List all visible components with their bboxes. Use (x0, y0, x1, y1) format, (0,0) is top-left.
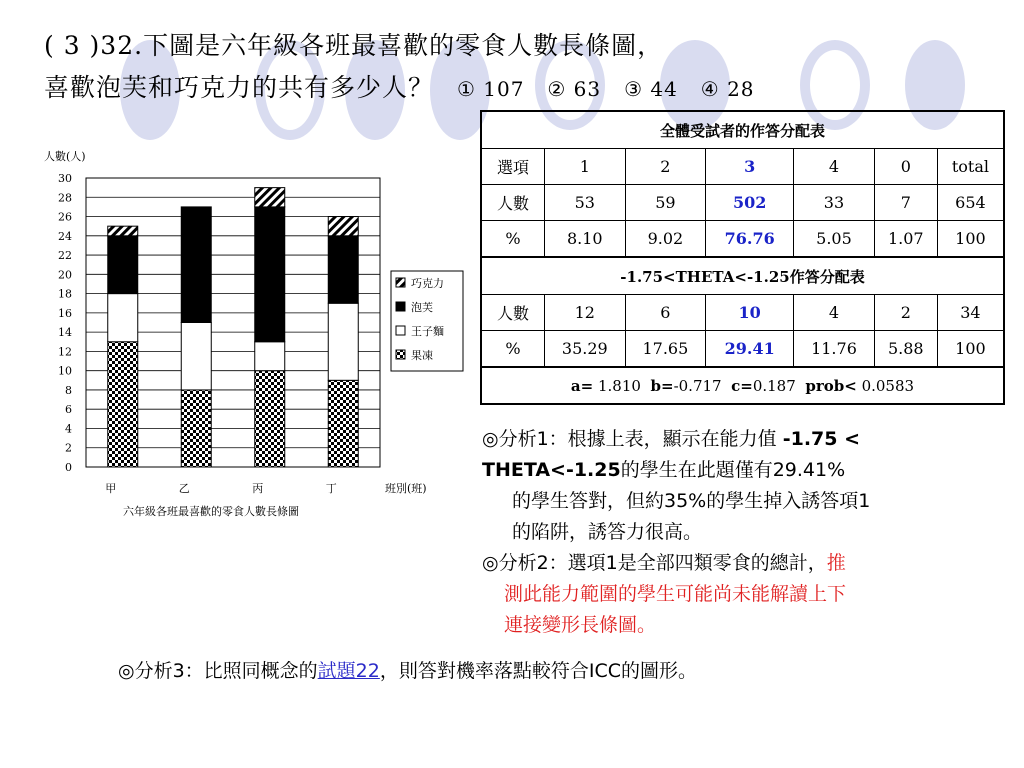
bar-segment (181, 323, 211, 390)
legend-label: 王子麵 (411, 325, 444, 338)
count-cell: 33 (794, 185, 875, 221)
percent-cell: 1.07 (874, 221, 937, 258)
option-3: ③ 44 (624, 77, 678, 101)
percent-cell: 100 (937, 331, 1004, 368)
y-tick-label: 14 (58, 326, 72, 340)
y-tick-label: 8 (65, 383, 72, 397)
x-tick-label: 乙 (178, 482, 190, 495)
table-row (481, 149, 1004, 185)
bar-segment (181, 207, 211, 323)
option-cell: 2 (625, 149, 706, 185)
x-axis-label: 班別(班) (385, 482, 427, 495)
count-cell: 654 (937, 185, 1004, 221)
question-line-1 (44, 26, 663, 62)
percent-cell: 5.05 (794, 221, 875, 258)
count-header: 人數 (481, 185, 545, 221)
question-line-2 (44, 68, 755, 104)
table-row (481, 295, 1004, 331)
y-tick-label: 6 (65, 403, 72, 417)
percent-cell: 11.76 (794, 331, 875, 368)
count-header: 人數 (481, 295, 545, 331)
table2-title: -1.75<THETA<-1.25作答分配表 (481, 257, 1004, 295)
bar-segment (255, 188, 285, 207)
legend-label: 巧克力 (411, 277, 444, 290)
irt-parameters: a= 1.810 b=-0.717 c=0.187 prob< 0.0583 (481, 367, 1004, 404)
y-tick-label: 28 (58, 191, 72, 205)
y-tick-label: 30 (58, 172, 72, 185)
bar-segment (328, 380, 358, 467)
legend-label: 泡芙 (411, 301, 433, 314)
chart-title: 六年級各班最喜歡的零食人數長條圖 (123, 505, 299, 518)
count-cell: 59 (625, 185, 706, 221)
percent-header: % (481, 331, 545, 368)
item-22-link[interactable]: 試題22 (317, 660, 380, 682)
y-tick-label: 26 (58, 210, 72, 224)
theta-range: -1.75 < THETA<-1.25 (482, 428, 861, 481)
legend-swatch (396, 326, 405, 335)
count-cell-correct: 502 (706, 185, 794, 221)
option-2: ② 63 (547, 77, 602, 101)
x-tick-label: 甲 (105, 482, 117, 495)
legend-swatch (396, 302, 405, 311)
overall-distribution-table (480, 110, 1005, 405)
tables-container (480, 110, 1005, 405)
count-cell: 4 (794, 295, 875, 331)
table-row (481, 221, 1004, 258)
y-tick-label: 18 (58, 287, 72, 301)
bar-segment (328, 236, 358, 303)
percent-cell: 8.10 (545, 221, 626, 258)
option-4: ④ 28 (700, 77, 755, 101)
y-tick-label: 22 (58, 249, 72, 263)
percent-cell: 100 (937, 221, 1004, 258)
percent-cell-correct: 29.41 (706, 331, 794, 368)
count-cell: 7 (874, 185, 937, 221)
count-cell-correct: 10 (706, 295, 794, 331)
table1-title: 全體受試者的作答分配表 (481, 111, 1004, 149)
percent-cell: 9.02 (625, 221, 706, 258)
percent-header: % (481, 221, 545, 258)
option-cell: 1 (545, 149, 626, 185)
question-text-2: 喜歡泡芙和巧克力的共有多少人？ (44, 73, 435, 102)
option-cell-correct: 3 (706, 149, 794, 185)
option-cell: 4 (794, 149, 875, 185)
x-tick-label: 丁 (325, 482, 337, 495)
question-text-1: 下圖是六年級各班最喜歡的零食人數長條圖， (143, 31, 664, 60)
bar-segment (181, 390, 211, 467)
option-cell: 0 (874, 149, 937, 185)
question-prefix: ( 3 )32. (44, 31, 144, 60)
y-tick-label: 4 (65, 422, 72, 436)
option-header: 選項 (481, 149, 545, 185)
analysis-1: ◎分析1：根據上表，顯示在能力值 -1.75 < THETA<-1.25的學生在此題僅有29.41% 的學生答對，但約35%的學生掉入誘答項1 的陷阱，誘答力很高。 (482, 428, 871, 543)
bar-segment (255, 342, 285, 371)
y-tick-label: 10 (58, 364, 72, 378)
percent-cell: 35.29 (545, 331, 626, 368)
x-tick-label: 丙 (252, 482, 264, 495)
bar-segment (108, 226, 138, 236)
y-tick-label: 0 (65, 461, 72, 474)
y-axis-label: 人數(人) (44, 150, 86, 163)
y-tick-label: 20 (58, 268, 72, 282)
legend-swatch (396, 350, 405, 359)
count-cell: 34 (937, 295, 1004, 331)
count-cell: 53 (545, 185, 626, 221)
bar-segment (328, 303, 358, 380)
legend-swatch (396, 278, 405, 287)
bar-segment (255, 207, 285, 342)
count-cell: 12 (545, 295, 626, 331)
y-tick-label: 16 (58, 306, 72, 320)
percent-cell: 5.88 (874, 331, 937, 368)
bar-segment (108, 236, 138, 294)
bar-segment (328, 217, 358, 236)
y-tick-label: 2 (65, 441, 72, 455)
bar-segment (108, 342, 138, 467)
y-tick-label: 12 (58, 345, 72, 359)
bar-segment (108, 294, 138, 342)
y-tick-label: 24 (58, 229, 72, 243)
bar-segment (255, 371, 285, 467)
percent-cell: 17.65 (625, 331, 706, 368)
percent-cell-correct: 76.76 (706, 221, 794, 258)
count-cell: 2 (874, 295, 937, 331)
legend-label: 果凍 (411, 349, 433, 362)
option-cell: total (937, 149, 1004, 185)
analysis-2: ◎分析2：選項1是全部四類零食的總計，推 測此能力範圍的學生可能尚未能解讀上下 連接變形長條圖。 (482, 552, 847, 636)
option-1: ① 107 (456, 77, 525, 101)
analysis-3: ◎分析3：比照同概念的試題22，則答對機率落點較符合ICC的圖形。 (118, 660, 697, 682)
count-cell: 6 (625, 295, 706, 331)
table-row (481, 185, 1004, 221)
stacked-bar-chart (40, 145, 480, 535)
table-row (481, 331, 1004, 368)
